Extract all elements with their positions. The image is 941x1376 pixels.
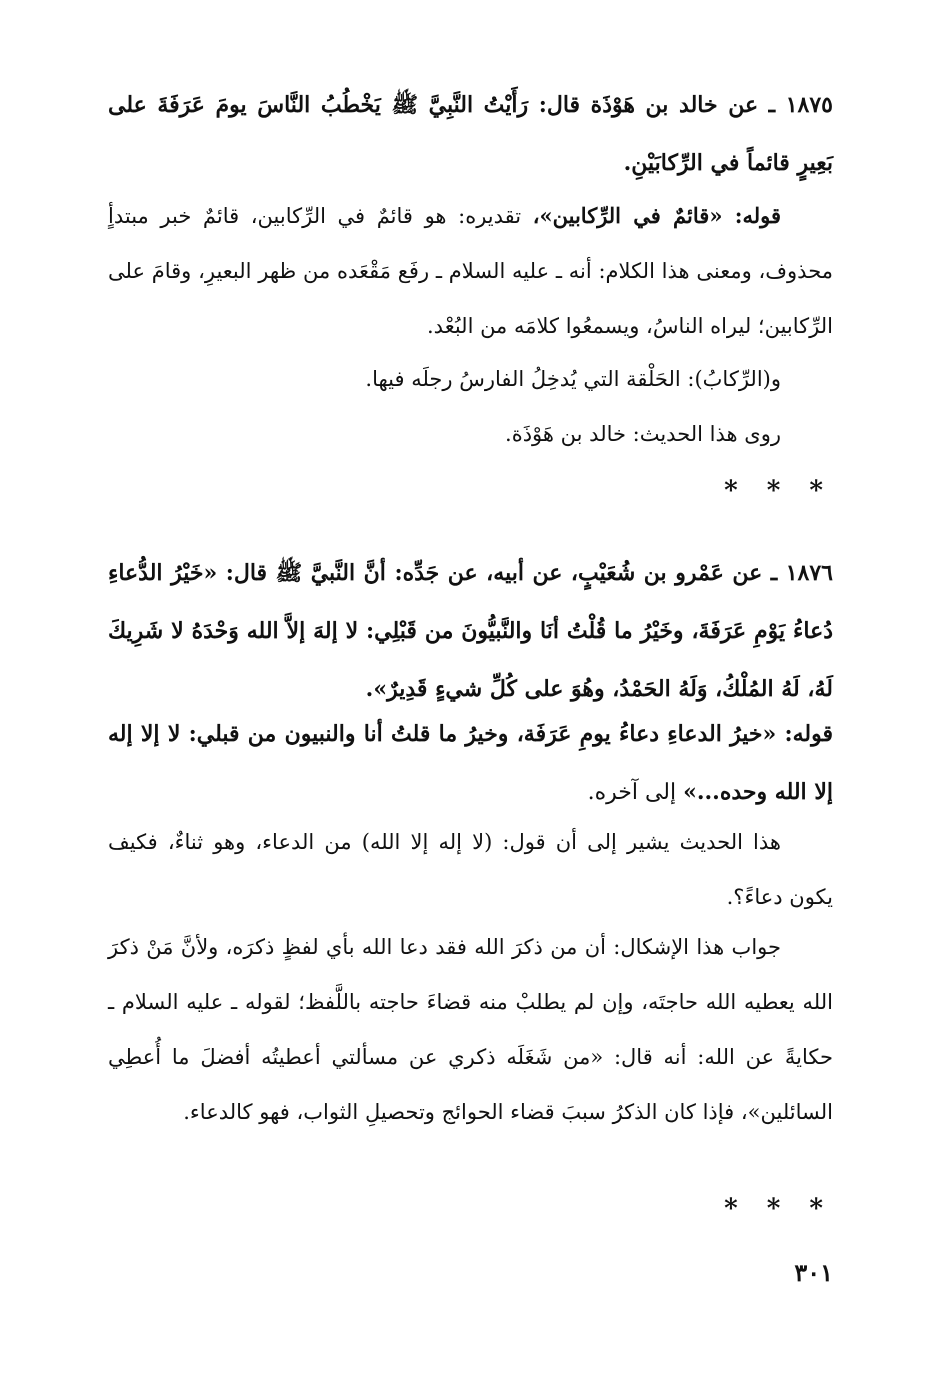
commentary-1876-paragraph-3 — [108, 920, 833, 1140]
hadith-1876-text — [108, 544, 833, 718]
commentary-1875-paragraph-2 — [108, 352, 833, 407]
hadith-1875-body: ١٨٧٥ ـ عن خالد بن هَوْذَة قال: رَأَيْتُ النَّبِيَّ ﷺ يَخْطُبُ النَّاسَ يومَ عَرَفَةَ على بَعِيرٍ قائماً في الرِّكابَيْنِ. — [108, 92, 833, 176]
section-separator-1: * * * — [724, 476, 833, 506]
commentary-1876-question: هذا الحديث يشير إلى أن قول: (لا إله إلا الله) من الدعاء، وهو ثناءٌ، فكيف يكون دعاءً؟. — [108, 830, 833, 909]
commentary-1875-explanation: تقديره: هو قائمٌ في الرِّكابين، قائمٌ خبر مبتدأٍ محذوف، ومعنى هذا الكلام: أنه ـ عليه السلام ـ رفَع مَقْعَده من ظهر البعيرِ، وقامَ على الرِّكابين؛ ليراه الناسُ، ويسمعُوا كلامَه من البُعْد. — [108, 204, 833, 338]
commentary-1875-definition: و(الرِّكابُ): الحَلْقة التي يُدخِلُ الفارسُ رجلَه فيها. — [365, 367, 781, 391]
page-number: ٣٠١ — [794, 1258, 833, 1287]
commentary-1876-paragraph-1 — [108, 705, 833, 822]
commentary-1875-paragraph-3 — [108, 407, 833, 462]
commentary-1875-quote: قوله: «قائمٌ في الرِّكابين»، — [532, 203, 781, 228]
commentary-1876-answer: جواب هذا الإشكال: أن من ذكرَ الله فقد دعا الله بأي لفظٍ ذكرَه، ولأنَّ مَنْ ذكرَ الله يعطيه الله حاجتَه، وإن لم يطلبْ منه قضاءَ حاجته باللَّفظ؛ لقوله ـ عليه السلام ـ حكايةً عن الله: أنه قال: «من شَغَلَه ذكري عن مسألتي أعطيتُه أفضلَ ما أُعطِي السائلين»، فإذا كان الذكرُ سببَ قضاء الحوائج وتحصيلِ الثواب، فهو كالدعاء. — [108, 935, 833, 1124]
section-separator-2: * * * — [724, 1194, 833, 1224]
commentary-1876-quote-tail: إلى آخره. — [587, 780, 684, 805]
commentary-1876-paragraph-2 — [108, 815, 833, 925]
hadith-1876-body: ١٨٧٦ ـ عن عَمْرو بن شُعَيْبٍ، عن أبيه، عن جَدِّه: أنَّ النَّبيَّ ﷺ قال: «خَيْرُ الدُّعاءِ دُعاءُ يَوْمِ عَرَفَةَ، وخَيْرُ ما قُلْتُ أنَا والنَّبيُّونَ من قَبْلِي: لا إلهَ إلاَّ الله وَحْدَهُ لا شَرِيكَ لَهُ، لَهُ المُلْكُ، وَلَهُ الحَمْدُ، وهُوَ على كُلِّ شيءٍ قَدِيرٌ». — [108, 560, 833, 702]
commentary-1875-narrator: روى هذا الحديث: خالد بن هَوْذَة. — [505, 422, 781, 446]
hadith-1875-text — [108, 76, 833, 192]
commentary-1876-quote: قوله: «خيرُ الدعاءِ دعاءُ يومِ عَرَفَة، وخيرُ ما قلتُ أنا والنبيون من قبلي: لا إلا إله إلا الله وحده...» — [108, 721, 833, 805]
book-page — [108, 0, 833, 1376]
commentary-1875-paragraph-1 — [108, 188, 833, 354]
